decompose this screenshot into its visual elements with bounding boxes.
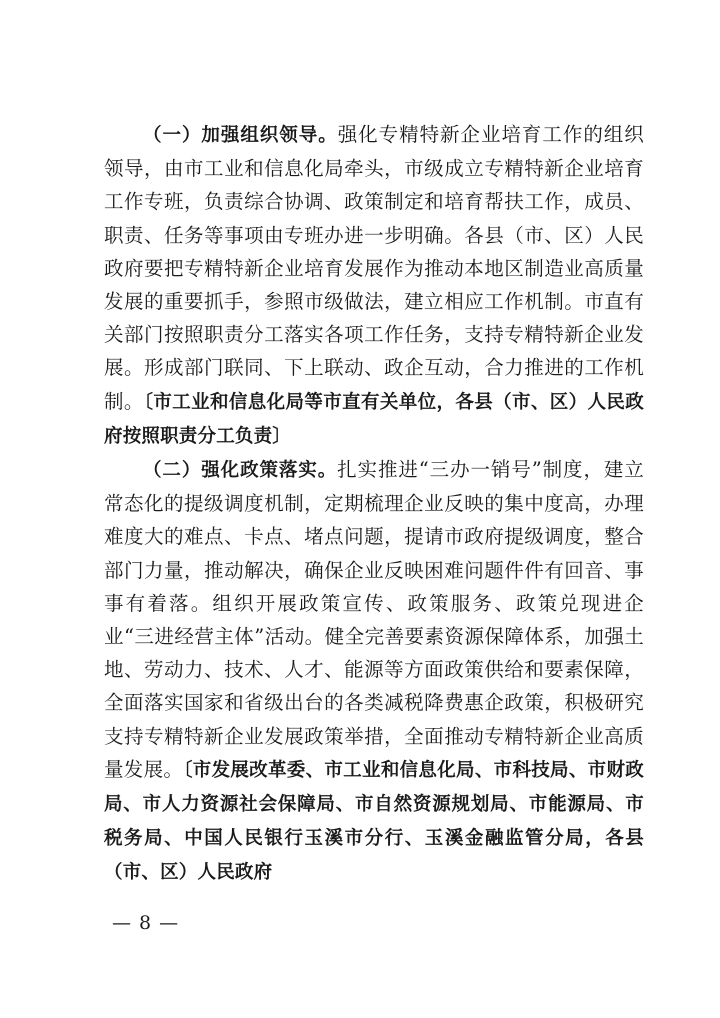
section-paragraph-1	[104, 118, 644, 453]
section-body-1: 强化专精特新企业培育工作的组织领导，由市工业和信息化局牵头，市级成立专精特新企业培育工作专班，负责综合协调、政策制定和培育帮扶工作，成员、职责、任务等事项由专班办进一步明确。各县（市、区）人民政府要把专精特新企业培育发展作为推动本地区制造业高质量发展的重要抓手，参照市级做法，建立相应工作机制。市直有关部门按照职责分工落实各项工作任务，支持专精特新企业发展。形成部门联同、下上联动、政企互动，合力推进的工作机制。	[104, 123, 644, 413]
section-heading-1: （一）加强组织领导。	[143, 125, 338, 146]
section-paragraph-2	[104, 453, 644, 890]
document-body	[104, 118, 644, 890]
responsibility-note-2: 〔市发展改革委、市工业和信息化局、市科技局、市财政局、市人力资源社会保障局、市自然资源规划局、市能源局、市税务局、中国人民银行玉溪市分行、玉溪金融监管分局，各县（市、区）人民政府	[104, 759, 644, 884]
section-heading-2: （二）强化政策落实。	[143, 460, 338, 482]
responsibility-note-1: 〔市工业和信息化局等市直有关单位，各县（市、区）人民政府按照职责分工负责〕	[104, 391, 645, 447]
page-number: — 8 —	[112, 912, 180, 934]
section-body-2: 扎实推进“三办一销号”制度，建立常态化的提级调度机制，定期梳理企业反映的集中度高，办理难度大的难点、卡点、堵点问题，提请市政府提级调度，整合部门力量，推动解决，确保企业反映困难问题件件有回音、事事有着落。组织开展政策宣传、政策服务、政策兑现进企业“三进经营主体”活动。健全完善要素资源保障体系，加强土地、劳动力、技术、人才、能源等方面政策供给和要素保障，全面落实国家和省级出台的各类减税降费惠企政策，积极研究支持专精特新企业发展政策举措，全面推动专精特新企业高质量发展。	[104, 458, 644, 781]
